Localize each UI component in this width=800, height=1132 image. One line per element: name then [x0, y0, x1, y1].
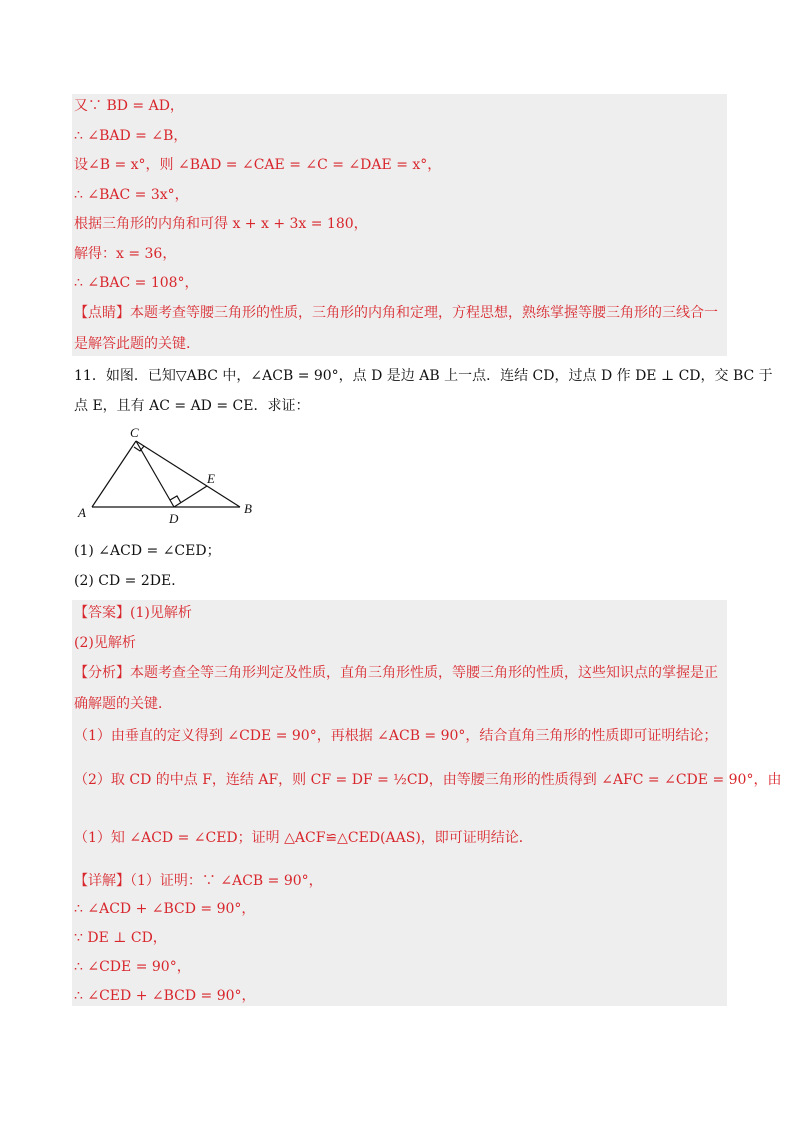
solution-band-bottom: [72, 600, 727, 1006]
question-part-1: (1) ∠ACD = ∠CED；: [74, 543, 221, 559]
analysis-line: 确解题的关键．: [74, 696, 172, 712]
comment-line: 【点睛】本题考查等腰三角形的性质，三角形的内角和定理，方程思想，熟练掌握等腰三角形的三线合一: [74, 305, 718, 321]
question-part-2: (2) CD = 2DE．: [74, 573, 186, 589]
solution-line: 设∠B = x°，则 ∠BAD = ∠CAE = ∠C = ∠DAE = x°，: [74, 157, 442, 173]
segment-ac: [92, 441, 136, 507]
solution-line: ∴ ∠BAC = 3x°，: [74, 187, 189, 203]
segment-cd: [136, 441, 174, 507]
solution-line: 根据三角形的内角和可得 x + x + 3x = 180，: [74, 216, 368, 232]
label-e: E: [207, 471, 215, 486]
triangle-figure: [74, 425, 264, 525]
segment-cb: [136, 441, 240, 507]
solution-line: 又∵ BD = AD，: [74, 98, 184, 114]
analysis-line: 【分析】本题考查全等三角形判定及性质，直角三角形性质，等腰三角形的性质，这些知识点的掌握是正: [74, 665, 718, 681]
detail-line: ∴ ∠CDE = 90°，: [74, 959, 191, 975]
solution-line: ∴ ∠BAC = 108°，: [74, 275, 199, 291]
analysis-line: （1）知 ∠ACD = ∠CED；证明 △ACF≌△CED(AAS)，即可证明结论．: [74, 830, 533, 846]
label-b: B: [244, 501, 252, 516]
label-c: C: [130, 425, 139, 440]
answer-line: (2)见解析: [74, 635, 136, 651]
detail-line: 【详解】（1）证明：∵ ∠ACB = 90°，: [74, 873, 323, 889]
segment-de: [174, 486, 207, 507]
detail-line: ∵ DE ⊥ CD，: [74, 930, 167, 946]
question-text: 11．如图．已知▽ABC 中，∠ACB = 90°，点 D 是边 AB 上一点．连结 CD，过点 D 作 DE ⊥ CD，交 BC 于: [74, 368, 773, 384]
solution-line: ∴ ∠BAD = ∠B，: [74, 128, 188, 144]
analysis-line: （1）由垂直的定义得到 ∠CDE = 90°，再根据 ∠ACB = 90°，结合直角三角形的性质即可证明结论；: [74, 728, 718, 744]
analysis-line: （2）取 CD 的中点 F，连结 AF，则 CF = DF = ½CD，由等腰三角形的性质得到 ∠AFC = ∠CDE = 90°，由: [74, 772, 782, 788]
label-d: D: [169, 511, 179, 525]
detail-line: ∴ ∠CED + ∠BCD = 90°，: [74, 988, 256, 1004]
detail-line: ∴ ∠ACD + ∠BCD = 90°，: [74, 901, 256, 917]
answer-line: 【答案】(1)见解析: [74, 605, 192, 621]
question-text: 点 E，且有 AC = AD = CE．求证：: [74, 398, 310, 414]
solution-line: 解得：x = 36，: [74, 246, 177, 262]
comment-line: 是解答此题的关键.: [74, 336, 191, 352]
label-a: A: [78, 505, 86, 520]
